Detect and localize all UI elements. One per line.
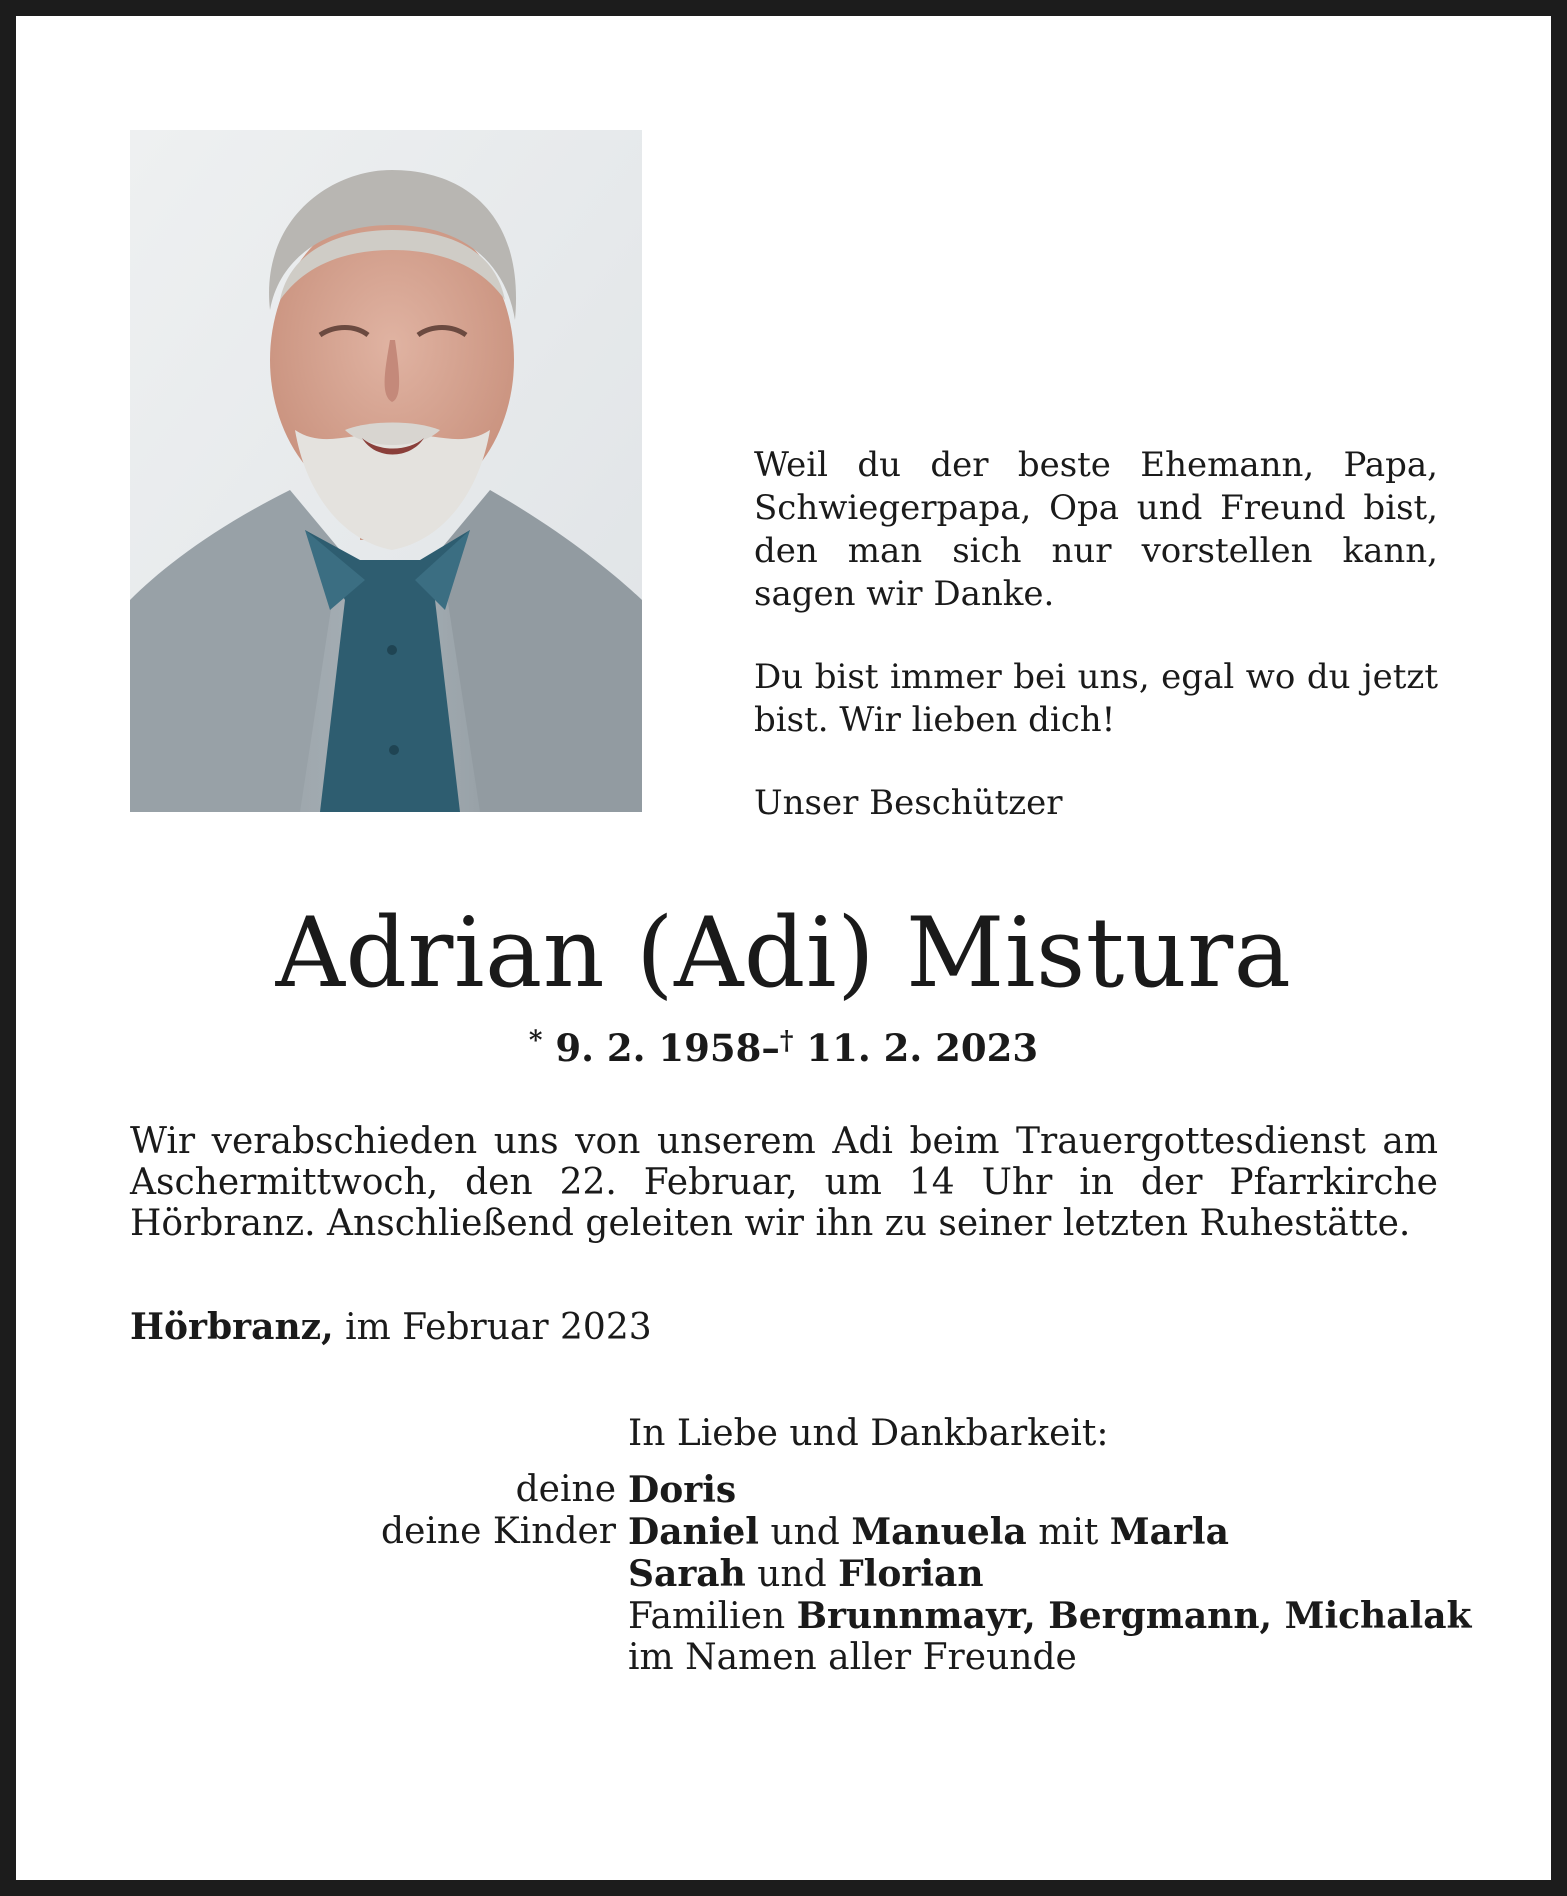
conjunction-and-1: und	[770, 1512, 840, 1553]
deceased-name: Adrian (Adi) Mistura	[275, 897, 1292, 1009]
mourners-list	[16, 1413, 1551, 1679]
memorial-quote	[754, 444, 1438, 825]
conjunction-with: mit	[1038, 1512, 1099, 1553]
child-1-name: Daniel	[628, 1511, 759, 1553]
life-dates	[16, 1019, 1551, 1070]
conjunction-and-2: und	[757, 1554, 827, 1595]
friends-line: im Namen aller Freunde	[628, 1637, 1077, 1678]
funeral-service-notice	[130, 1121, 1438, 1244]
mourners-intro: In Liebe und Dankbarkeit:	[628, 1413, 1109, 1454]
portrait-photo	[130, 130, 642, 812]
child-1-partner: Manuela	[851, 1511, 1027, 1553]
place-and-date	[130, 1306, 652, 1349]
service-text: Wir verabschieden uns von unserem Adi beim Trauergottesdienst am Aschermittwoch, den 22. Februar, um 14 Uhr in der Pfarrkirche Hörbranz. Anschließend geleiten wir ihn zu seiner letzten Ruhestätte.	[130, 1121, 1438, 1244]
birth-date: 9. 2. 1958	[555, 1026, 762, 1070]
quote-paragraph-1: Weil du der beste Ehemann, Papa, Schwiegerpapa, Opa und Freund bist, den man sich nur vorstellen kann, sagen wir Danke.	[754, 445, 1438, 614]
child-2-name: Sarah	[628, 1553, 746, 1595]
date-separator: –	[761, 1026, 780, 1070]
birth-symbol: *	[528, 1026, 543, 1056]
grandchild-name: Marla	[1109, 1511, 1229, 1553]
child-2-partner: Florian	[838, 1553, 984, 1595]
families-names: Brunnmayr, Bergmann, Michalak	[796, 1595, 1472, 1637]
quote-paragraph-3: Unser Beschützer	[754, 783, 1063, 823]
death-date: 11. 2. 2023	[806, 1026, 1039, 1070]
wife-label: deine	[515, 1469, 616, 1510]
obituary-page	[16, 16, 1551, 1880]
quote-paragraph-2: Du bist immer bei uns, egal wo du jetzt bist. Wir lieben dich!	[754, 657, 1438, 740]
children-label: deine Kinder	[381, 1511, 616, 1552]
place-town: Hörbranz,	[130, 1306, 334, 1348]
place-date: im Februar 2023	[345, 1307, 652, 1348]
death-symbol: †	[779, 1026, 794, 1056]
wife-name: Doris	[628, 1469, 737, 1511]
families-label: Familien	[628, 1596, 786, 1637]
